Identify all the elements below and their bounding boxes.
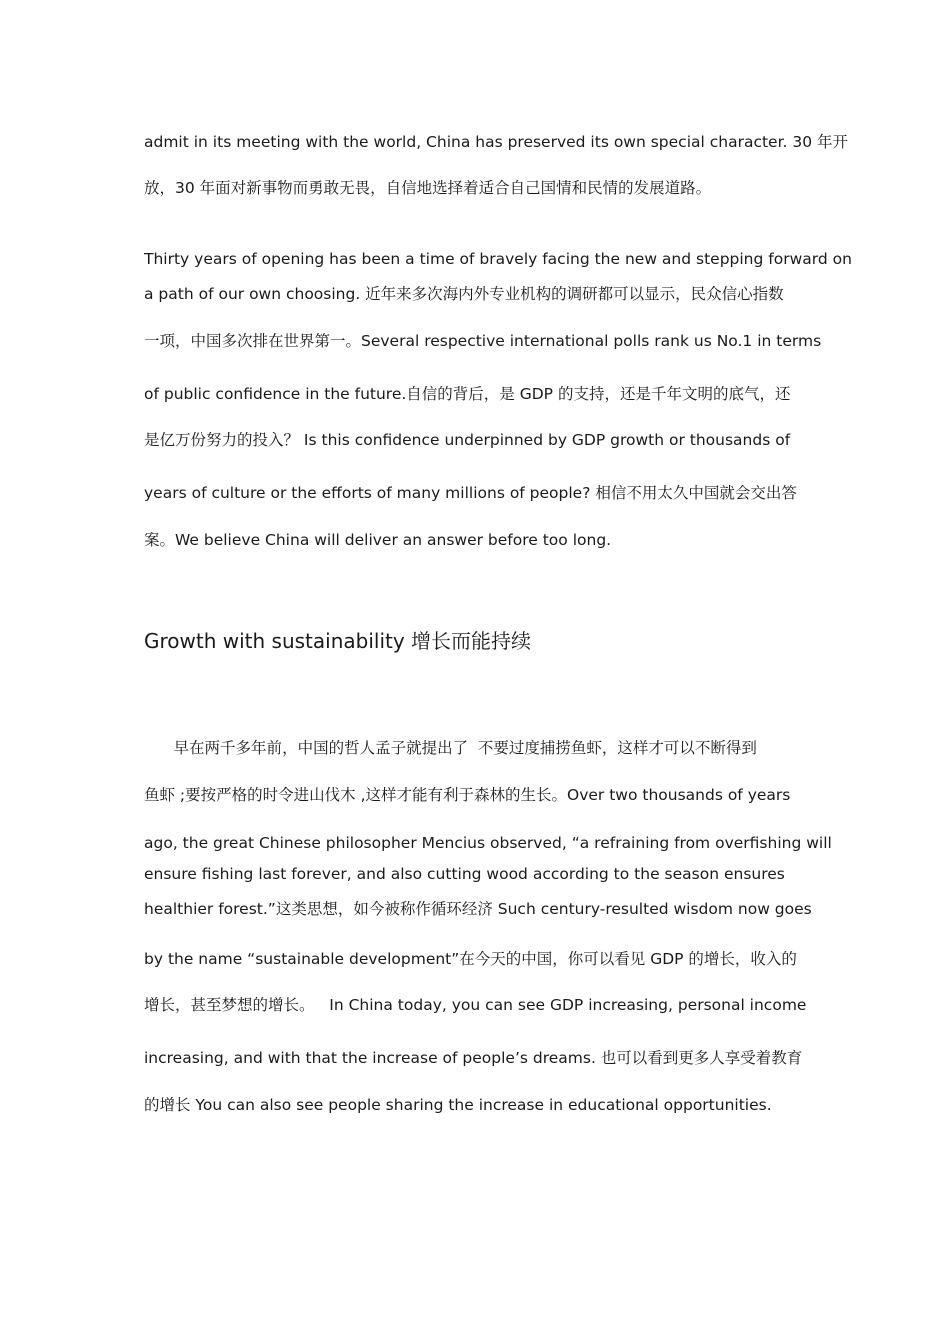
paragraph-line: a path of our own choosing. 近年来多次海内外专业机构的调研都可以显示，民众信心指数: [144, 285, 784, 303]
paragraph-line: years of culture or the efforts of many millions of people? 相信不用太久中国就会交出答: [144, 484, 797, 502]
paragraph-line: 一项，中国多次排在世界第一。Several respective international polls rank us No.1 in terms: [144, 332, 822, 350]
paragraph-line: of public confidence in the future.自信的背后，是 GDP 的支持，还是千年文明的底气，还: [144, 385, 791, 403]
paragraph-line: 早在两千多年前，中国的哲人孟子就提出了 不要过度捕捞鱼虾，这样才可以不断得到: [144, 739, 757, 757]
section-heading: Growth with sustainability 增长而能持续: [144, 629, 532, 653]
paragraph-line: 的增长 You can also see people sharing the increase in educational opportunities.: [144, 1096, 772, 1114]
paragraph-line: by the name “sustainable development”在今天的中国，你可以看见 GDP 的增长，收入的: [144, 950, 797, 968]
paragraph-line: increasing, and with that the increase of people’s dreams. 也可以看到更多人享受着教育: [144, 1049, 803, 1067]
paragraph-line: 鱼虾 ;要按严格的时令进山伐木 ,这样才能有利于森林的生长。Over two thousands of years: [144, 786, 791, 804]
paragraph-line: healthier forest.”这类思想，如今被称作循环经济 Such century-resulted wisdom now goes: [144, 900, 812, 918]
paragraph-line: 增长，甚至梦想的增长。 In China today, you can see GDP increasing, personal income: [144, 996, 807, 1014]
paragraph-line: admit in its meeting with the world, China has preserved its own special character. 30 年开: [144, 133, 849, 151]
paragraph-line: 放，30 年面对新事物而勇敢无畏，自信地选择着适合自己国情和民情的发展道路。: [144, 179, 712, 197]
paragraph-line: ago, the great Chinese philosopher Mencius observed, “a refraining from overfishing will: [144, 834, 832, 852]
paragraph-line: 案。We believe China will deliver an answer before too long.: [144, 531, 612, 549]
paragraph-line: ensure fishing last forever, and also cutting wood according to the season ensures: [144, 865, 785, 883]
paragraph-line: Thirty years of opening has been a time of bravely facing the new and stepping forward on: [144, 250, 852, 268]
paragraph-line: 是亿万份努力的投入？ Is this confidence underpinned by GDP growth or thousands of: [144, 431, 791, 449]
